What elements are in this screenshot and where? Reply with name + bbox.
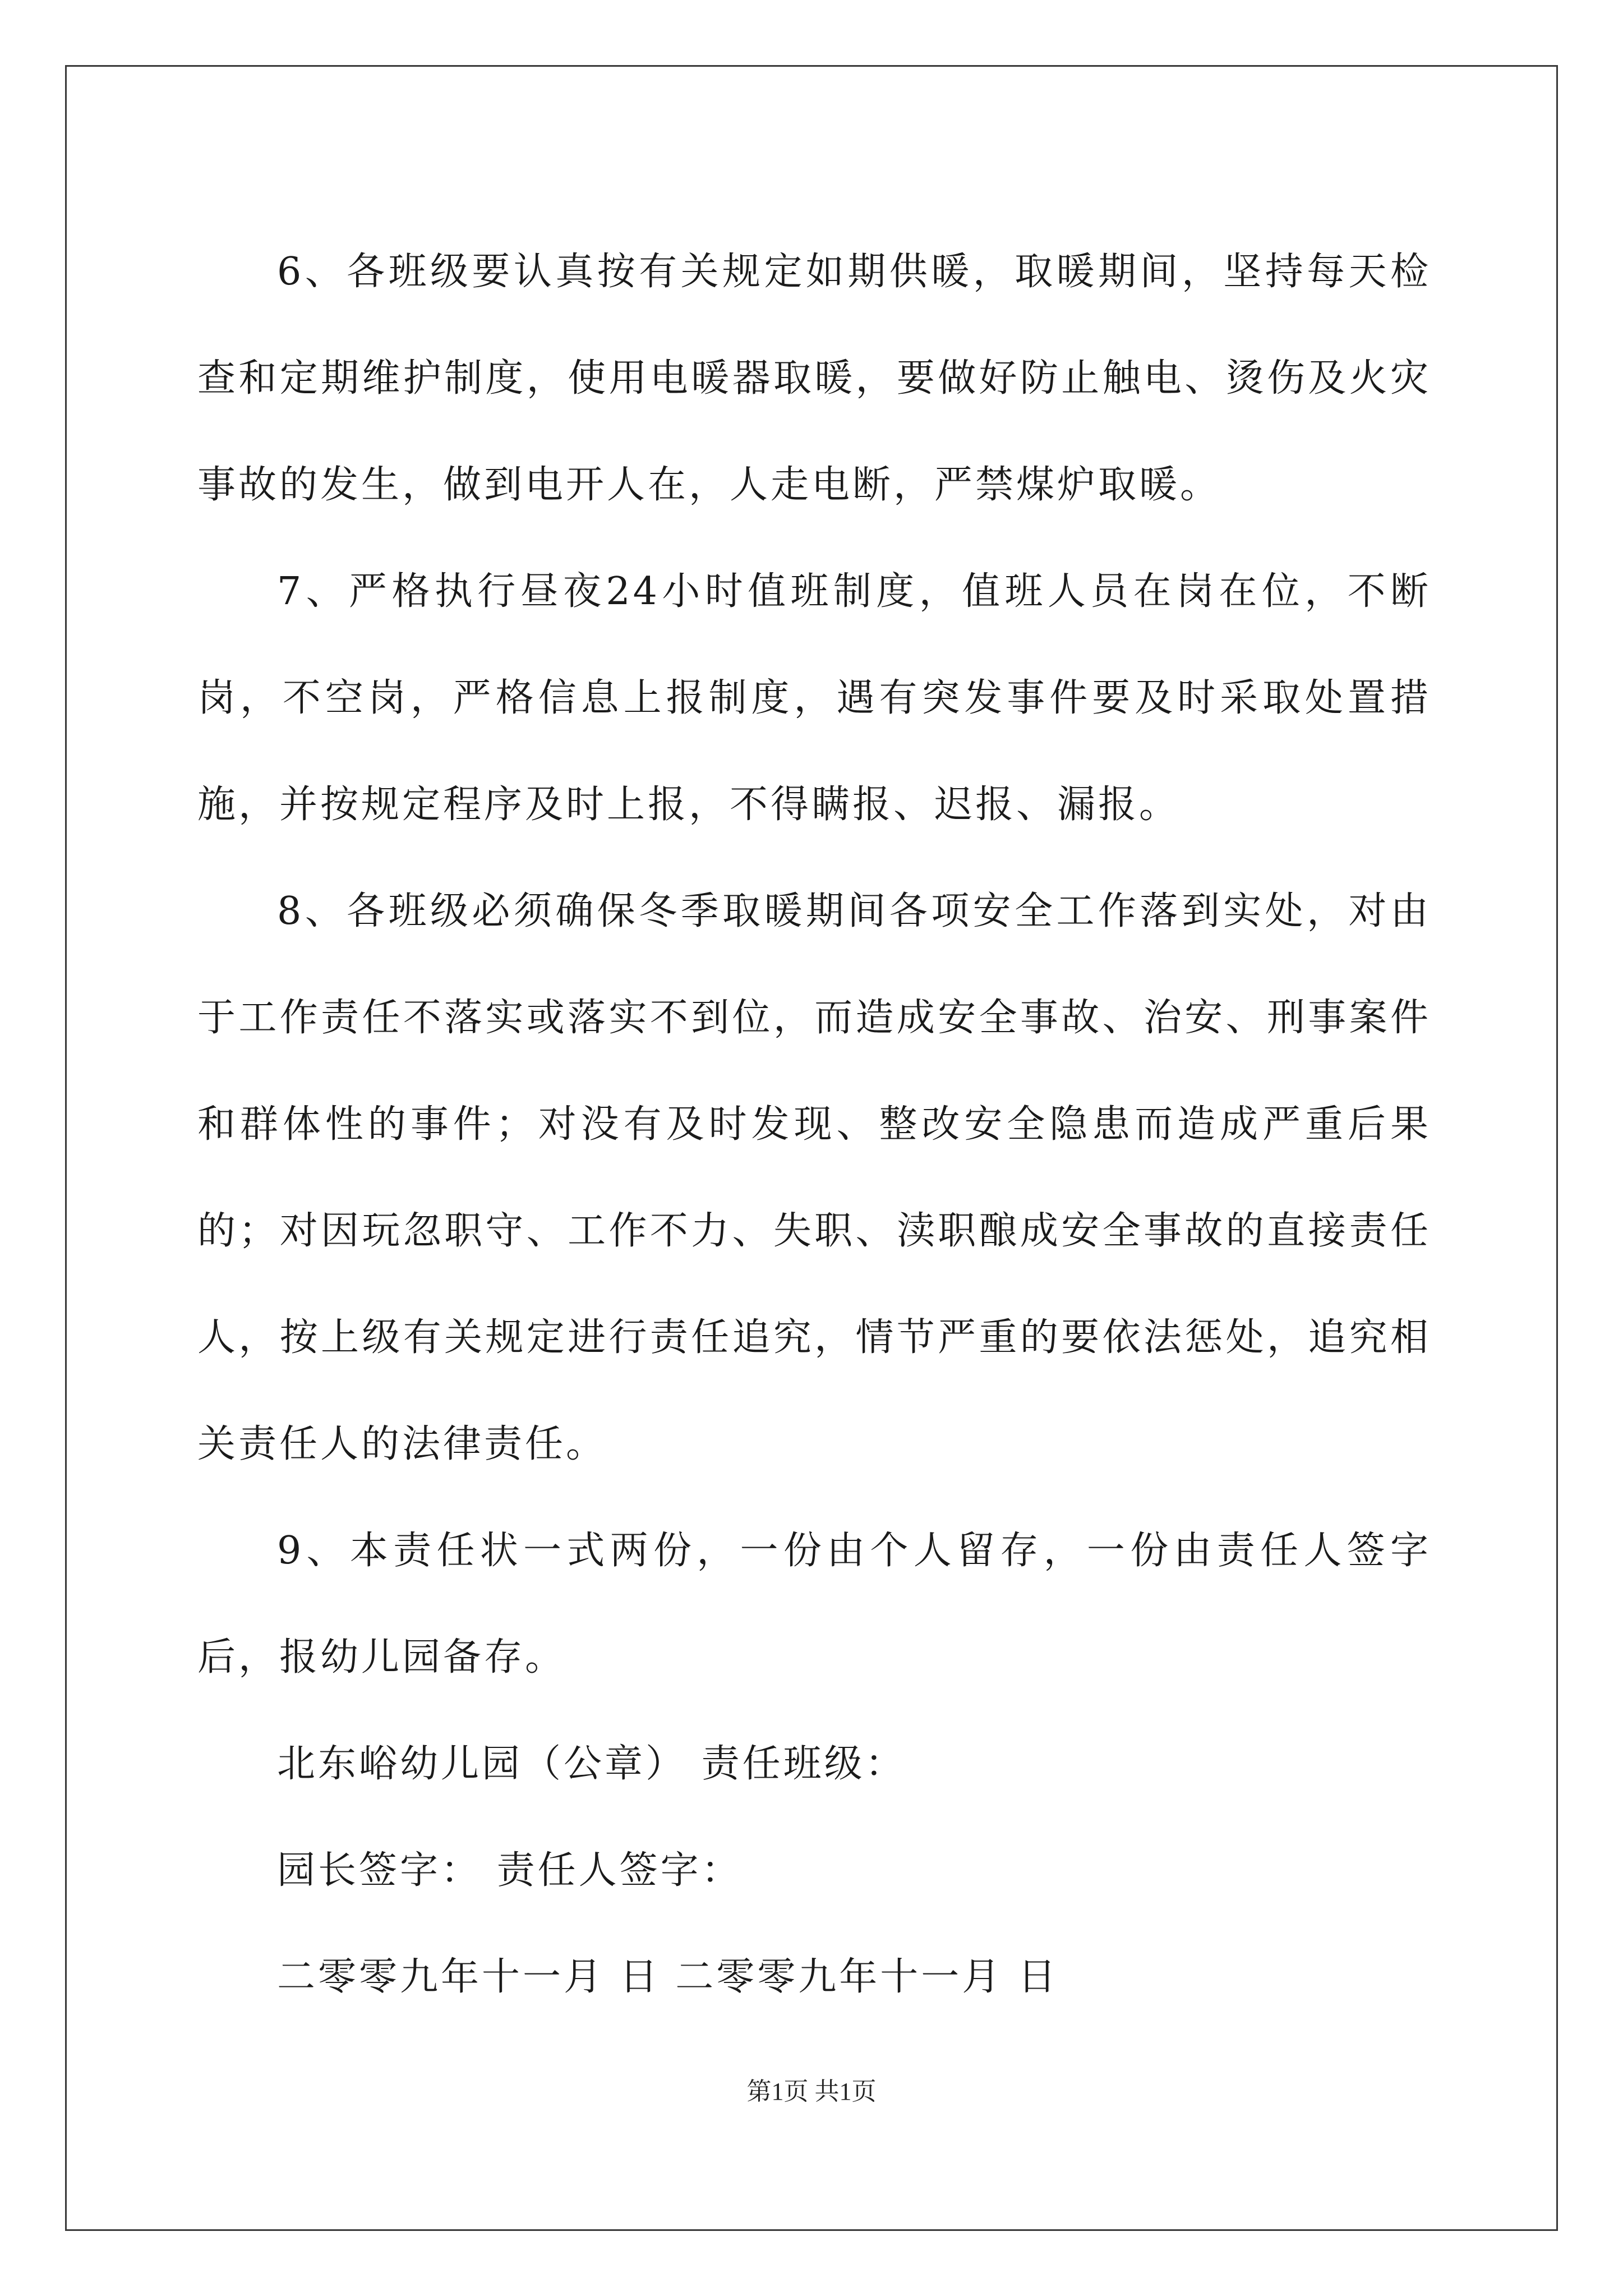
document-body <box>197 219 1431 2031</box>
signature-line-date: 二零零九年十一月 日 二零零九年十一月 日 <box>277 1955 1059 1999</box>
page-number-footer: 第1页 共1页 <box>746 2078 877 2105</box>
paragraph-item-6: 6、各班级要认真按有关规定如期供暖，取暖期间，坚持每天检查和定期维护制度，使用电暖器取暖，要做好防止触电、烫伤及火灾事故的发生，做到电开人在，人走电断，严禁煤炉取暖。 <box>197 250 1431 507</box>
paragraph-item-7: 7、严格执行昼夜24小时值班制度，值班人员在岗在位，不断岗，不空岗，严格信息上报制度，遇有突发事件要及时采取处置措施，并按规定程序及时上报，不得瞒报、迟报、漏报。 <box>197 569 1431 827</box>
signature-line-kindergarten: 北东峪幼儿园（公章） 责任班级： <box>277 1742 906 1786</box>
paragraph-item-9: 9、本责任状一式两份，一份由个人留存，一份由责任人签字后，报幼儿园备存。 <box>197 1529 1431 1680</box>
signature-line-signers: 园长签字： 责任人签字： <box>277 1848 743 1893</box>
paragraph-item-8: 8、各班级必须确保冬季取暖期间各项安全工作落到实处，对由于工作责任不落实或落实不到位，而造成安全事故、治安、刑事案件和群体性的事件；对没有及时发现、整改安全隐患而造成严重后果的；对因玩忽职守、工作不力、失职、渎职酿成安全事故的直接责任人，按上级有关规定进行责任追究，情节严重的要依法惩处，追究相关责任人的法律责任。 <box>197 889 1431 1466</box>
